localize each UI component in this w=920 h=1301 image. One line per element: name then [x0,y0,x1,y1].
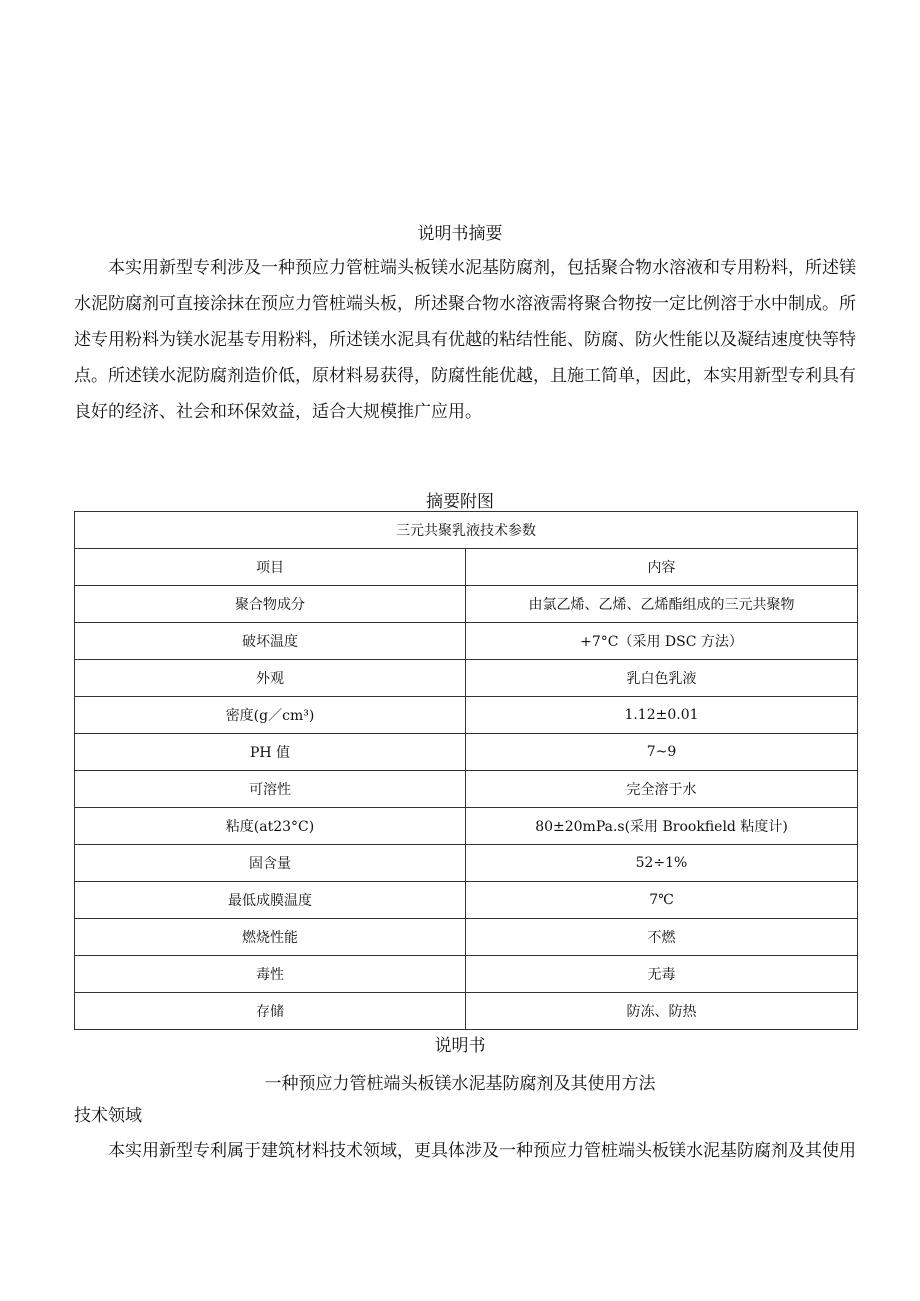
cell-content: 80±20mPa.s(采用 Brookfield 粘度计) [466,808,858,845]
invention-name: 一种预应力管桩端头板镁水泥基防腐剂及其使用方法 [264,1074,656,1094]
cell-content: 7℃ [466,882,858,919]
cell-item: 毒性 [75,956,466,993]
table-row [75,956,858,993]
cell-item: 破坏温度 [75,623,466,660]
cell-item: 固含量 [75,845,466,882]
cell-content: 防冻、防热 [466,993,858,1030]
table-header-row [75,549,858,586]
cell-item: 燃烧性能 [75,919,466,956]
table-row [75,734,858,771]
cell-content: 7~9 [466,734,858,771]
cell-content: 不燃 [466,919,858,956]
parameters-table [74,511,858,1030]
table-row [75,993,858,1030]
table-row [75,771,858,808]
cell-content: 乳白色乳液 [466,660,858,697]
cell-item: 可溶性 [75,771,466,808]
cell-content: 无毒 [466,956,858,993]
table-row [75,845,858,882]
cell-content: 1.12±0.01 [466,697,858,734]
cell-content: +7°C（采用 DSC 方法） [466,623,858,660]
cell-item: 存储 [75,993,466,1030]
table-row [75,882,858,919]
cell-item: 粘度(at23°C) [75,808,466,845]
table-row [75,919,858,956]
spec-title: 说明书 [434,1036,486,1056]
section-paragraph: 本实用新型专利属于建筑材料技术领域，更具体涉及一种预应力管桩端头板镁水泥基防腐剂及其使用 [108,1141,856,1161]
table-row [75,623,858,660]
cell-content: 完全溶于水 [466,771,858,808]
table-row [75,697,858,734]
table-title-row [75,512,858,549]
table-row [75,586,858,623]
cell-item: 密度(g／cm³) [75,697,466,734]
table-row [75,660,858,697]
cell-content: 由氯乙烯、乙烯、乙烯酯组成的三元共聚物 [466,586,858,623]
section-heading: 技术领域 [74,1106,142,1126]
cell-item: PH 值 [75,734,466,771]
cell-content: 52÷1% [466,845,858,882]
header-content: 内容 [466,549,858,586]
abstract-title: 说明书摘要 [417,224,503,244]
table-title: 三元共聚乳液技术参数 [75,512,858,549]
cell-item: 最低成膜温度 [75,882,466,919]
cell-item: 外观 [75,660,466,697]
cell-item: 聚合物成分 [75,586,466,623]
abstract-paragraph: 本实用新型专利涉及一种预应力管桩端头板镁水泥基防腐剂，包括聚合物水溶液和专用粉料，所述镁水泥防腐剂可直接涂抹在预应力管桩端头板，所述聚合物水溶液需将聚合物按一定比例溶于水中制成。所述专用粉料为镁水泥基专用粉料，所述镁水泥具有优越的粘结性能、防腐、防火性能以及凝结速度快等特点。所述镁水泥防腐剂造价低，原材料易获得，防腐性能优越，且施工简单，因此，本实用新型专利具有良好的经济、社会和环保效益，适合大规模推广应用。 [74,258,856,422]
table-row [75,808,858,845]
figure-title: 摘要附图 [426,492,494,512]
header-item: 项目 [75,549,466,586]
